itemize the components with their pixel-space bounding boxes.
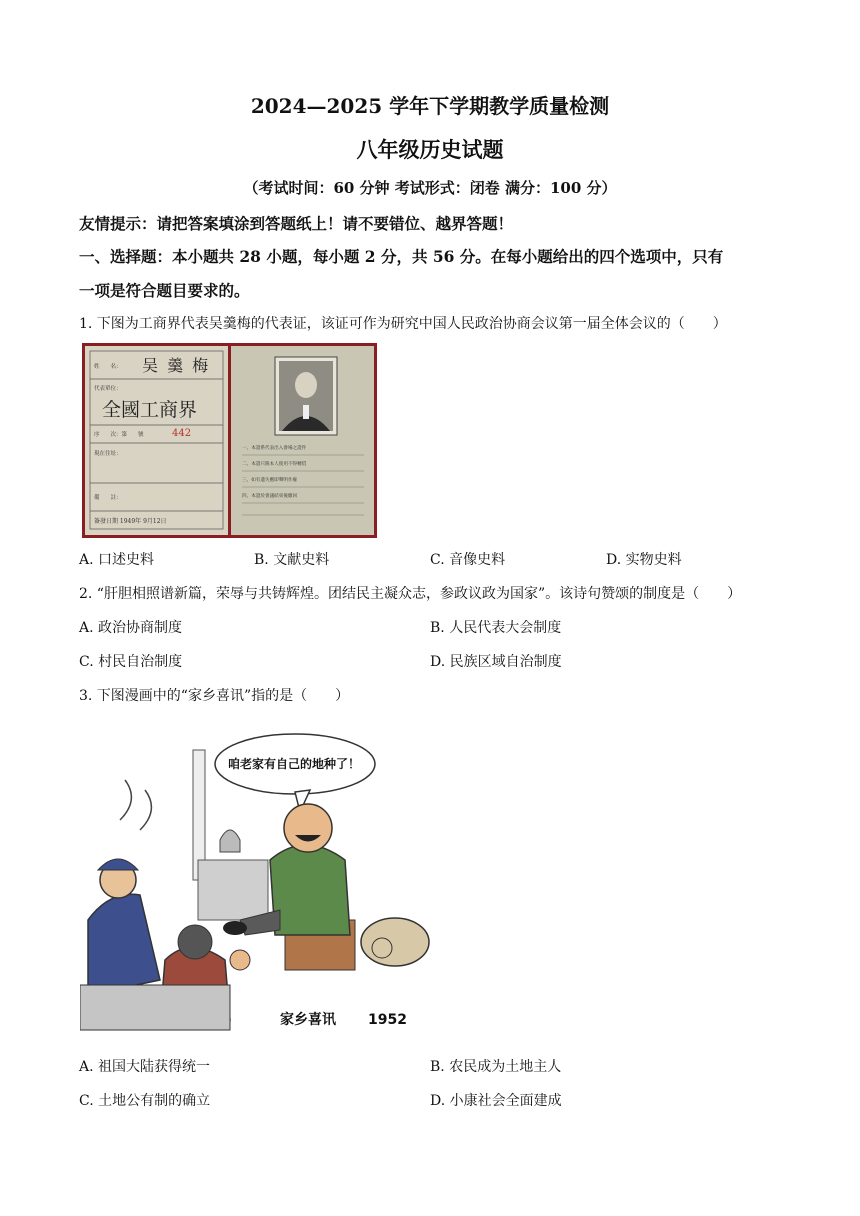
q1-option-a[interactable]: A. 口述史料 (79, 552, 155, 568)
q1-option-c[interactable]: C. 音像史料 (430, 552, 506, 568)
farmer-head (284, 804, 332, 852)
q1-option-d[interactable]: D. 实物史料 (606, 552, 682, 568)
card-issue-date: 簽發日期 1949年 9月12日 (94, 518, 167, 525)
speech-text: 咱老家有自己的地种了！ (228, 757, 361, 771)
card-field-name: 姓 名： (94, 364, 122, 370)
card-field-number: 序 次：第 號 (94, 432, 144, 438)
q2-option-a[interactable]: A. 政治协商制度 (79, 620, 183, 636)
q2-option-b[interactable]: B. 人民代表大会制度 (430, 620, 562, 636)
section-heading-line1: 一、选择题：本小题共 28 小题，每小题 2 分，共 56 分。在每小题给出的四个选项中，只有 (79, 247, 724, 266)
question-3-stem: 3. 下图漫画中的“家乡喜讯”指的是（ ） (79, 688, 350, 704)
card-rule-2: 二、本證只限本人使用不得轉借 (242, 462, 307, 467)
photo-shirt (303, 405, 309, 419)
farmer-shoe (223, 921, 247, 935)
card-name: 吴 羹 梅 (142, 356, 211, 375)
exam-info: （考试时间：60 分钟 考试形式：闭卷 满分：100 分） (243, 179, 617, 197)
cartoon-caption: 家乡喜讯 (280, 1012, 336, 1028)
smoke-lines (120, 780, 151, 830)
card-rule-3: 三、如有遺失應即聲明作廢 (242, 478, 298, 483)
worker-blue-coat (88, 894, 160, 995)
woman-head (178, 925, 212, 959)
question-1-stem: 1. 下图为工商界代表吴羹梅的代表证，该证可作为研究中国人民政治协商会议第一届全体会议的（ ） (79, 316, 727, 332)
q2-option-d[interactable]: D. 民族区域自治制度 (430, 654, 562, 670)
q1-option-b[interactable]: B. 文献史料 (254, 552, 330, 568)
exam-title: 2024—2025 学年下学期教学质量检测 (250, 94, 610, 118)
cartoon-image (80, 720, 430, 1032)
q3-option-b[interactable]: B. 农民成为土地主人 (430, 1059, 562, 1075)
farmer-green-coat (270, 845, 350, 935)
kettle (220, 830, 240, 852)
q3-option-a[interactable]: A. 祖国大陆获得统一 (79, 1059, 211, 1075)
q2-option-c[interactable]: C. 村民自治制度 (79, 654, 183, 670)
section-heading-line2: 一项是符合题目要求的。 (79, 281, 250, 300)
q3-option-c[interactable]: C. 土地公有制的确立 (79, 1093, 211, 1109)
child-head (230, 950, 250, 970)
chair-left (80, 985, 230, 1030)
card-field-address: 現在住址： (94, 451, 122, 457)
cartoon-year: 1952 (368, 1012, 407, 1028)
friendly-tip: 友情提示：请把答案填涂到答题纸上！请不要错位、越界答题！ (79, 214, 514, 233)
card-unit: 全國工商界 (102, 399, 198, 421)
exam-subtitle: 八年级历史试题 (356, 137, 504, 162)
card-field-unit: 代表單位： (94, 386, 122, 392)
question-2-stem: 2. “肝胆相照谱新篇，荣辱与共铸辉煌。团结民主凝众志，参政议政为国家”。该诗句赞颂的制度是（ ） (79, 586, 742, 602)
stove (198, 860, 268, 920)
representative-card-image (82, 343, 377, 538)
card-number: 442 (172, 428, 192, 439)
photo-face (295, 372, 317, 398)
card-field-remark: 備 註： (94, 495, 122, 501)
worker-cap (98, 859, 138, 870)
card-rule-4: 四、本證於會議結束後繳回 (242, 494, 298, 499)
q3-option-d[interactable]: D. 小康社会全面建成 (430, 1093, 562, 1109)
cloth-roll (361, 918, 429, 966)
card-rule-1: 一、本證系代表出入會場之證件 (242, 446, 307, 451)
